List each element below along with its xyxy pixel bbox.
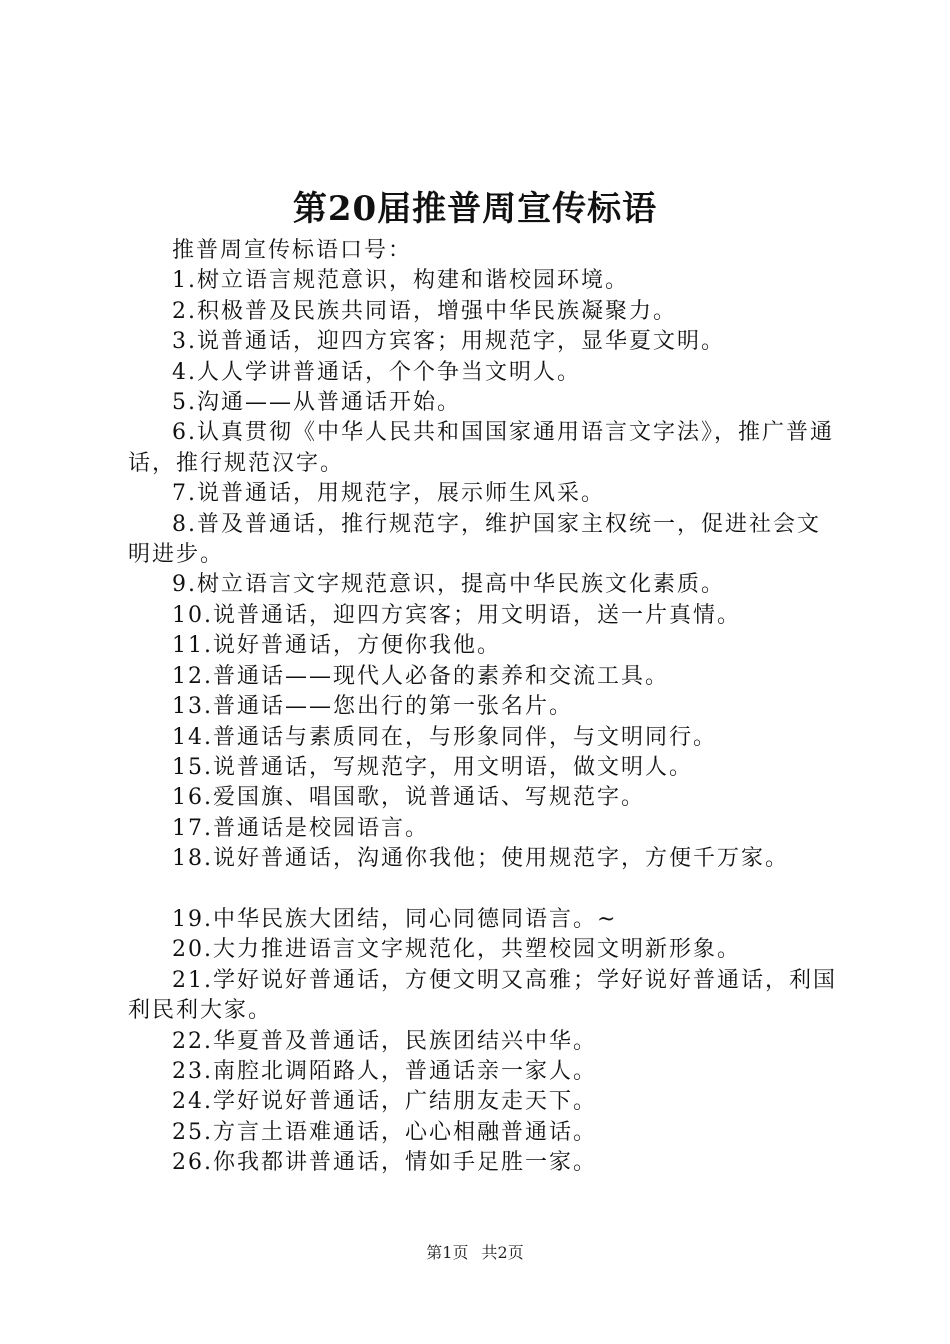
page-number: 第1页	[426, 1243, 469, 1262]
paragraph: 3.说普通话，迎四方宾客；用规范字，显华夏文明。	[172, 329, 725, 355]
blank-line	[128, 875, 838, 905]
paragraph: 14.普通话与素质同在，与形象同伴，与文明同行。	[172, 724, 717, 750]
document-body	[128, 236, 838, 1179]
paragraph: 2.积极普及民族共同语，增强中华民族凝聚力。	[172, 298, 677, 324]
paragraph: 7.说普通话，用规范字，展示师生风采。	[172, 481, 605, 507]
paragraph: 19.中华民族大团结，同心同德同语言。~	[172, 906, 618, 932]
paragraph: 24.学好说好普通话，广结朋友走天下。	[172, 1089, 597, 1115]
page-total: 共2页	[481, 1243, 524, 1262]
paragraph: 17.普通话是校园语言。	[172, 815, 429, 841]
paragraph: 18.说好普通话，沟通你我他；使用规范字，方便千万家。	[172, 846, 789, 872]
paragraph: 4.人人学讲普通话，个个争当文明人。	[172, 359, 581, 385]
paragraph: 1.树立语言规范意识，构建和谐校园环境。	[172, 268, 629, 294]
paragraph: 5.沟通——从普通话开始。	[172, 390, 461, 416]
paragraph: 15.说普通话，写规范字，用文明语，做文明人。	[172, 754, 693, 780]
paragraph: 12.普通话——现代人必备的素养和交流工具。	[172, 663, 669, 689]
paragraph: 推普周宣传标语口号：	[172, 238, 413, 263]
paragraph: 11.说好普通话，方便你我他。	[172, 633, 501, 659]
paragraph: 20.大力推进语言文字规范化，共塑校园文明新形象。	[172, 937, 741, 963]
paragraph: 22.华夏普及普通话，民族团结兴中华。	[172, 1028, 597, 1054]
paragraph: 25.方言土语难通话，心心相融普通话。	[172, 1119, 597, 1145]
paragraph: 26.你我都讲普通话，情如手足胜一家。	[172, 1150, 597, 1176]
paragraph: 13.普通话——您出行的第一张名片。	[172, 694, 573, 720]
paragraph: 9.树立语言文字规范意识，提高中华民族文化素质。	[172, 572, 725, 598]
paragraph: 23.南腔北调陌路人，普通话亲一家人。	[172, 1058, 597, 1084]
document-title: 第20届推普周宣传标语	[292, 189, 658, 229]
paragraph: 21.学好说好普通话，方便文明又高雅；学好说好普通话，利国利民利大家。	[128, 967, 837, 1024]
paragraph: 10.说普通话，迎四方宾客；用文明语，送一片真情。	[172, 602, 741, 628]
paragraph: 8.普及普通话，推行规范字，维护国家主权统一，促进社会文明进步。	[128, 511, 821, 568]
page-footer	[0, 1243, 950, 1263]
paragraph: 6.认真贯彻《中华人民共和国国家通用语言文字法》，推广普通话，推行规范汉字。	[128, 420, 834, 476]
paragraph: 16.爱国旗、唱国歌，说普通话、写规范字。	[172, 785, 645, 811]
